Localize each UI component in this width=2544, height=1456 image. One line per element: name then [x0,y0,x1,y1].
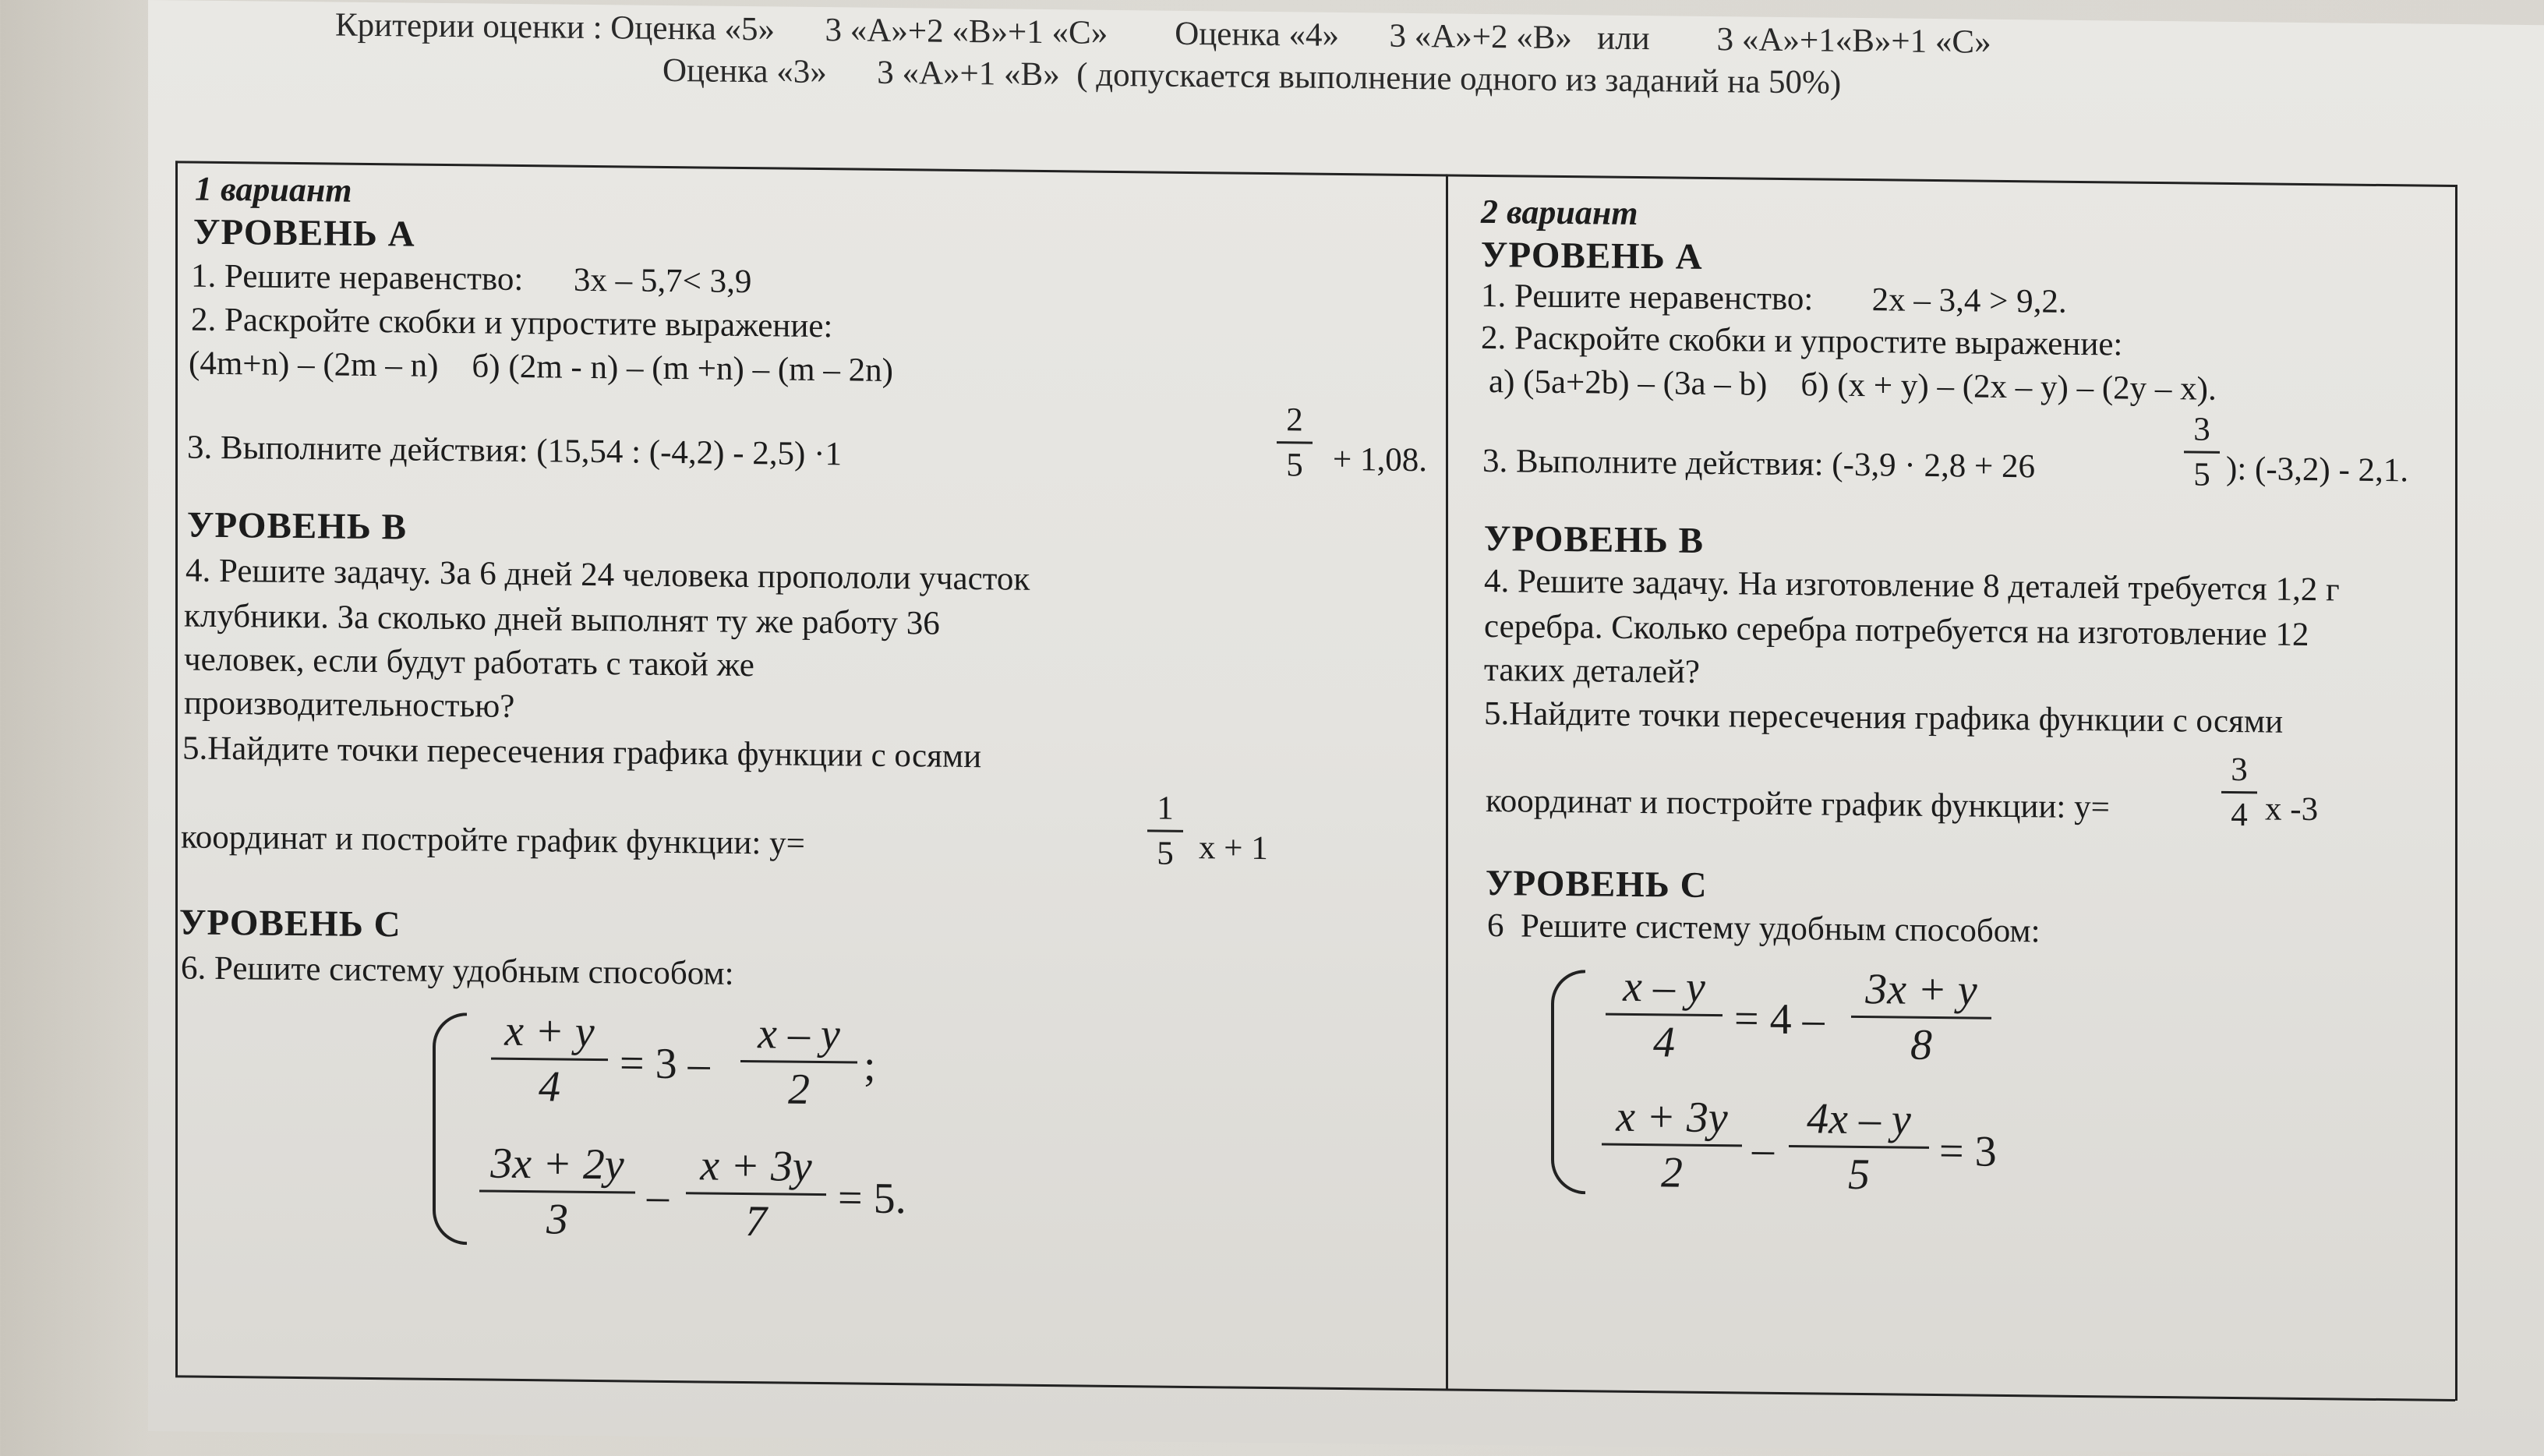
fraction-bar [1277,441,1313,444]
numerator: 4x – y [1807,1094,1911,1144]
system2-fraction-3 [1602,1092,1742,1197]
variant1-task-5-line-2: координат и постройте график функции: у= [181,818,805,862]
variant2-title: 2 вариант [1481,192,1638,233]
denominator: 5 [1848,1150,1870,1200]
variant1-task-3-suffix: + 1,08. [1333,440,1428,479]
variant2-task-2-expressions: а) (5а+2b) – (3а – b) б) (x + y) – (2x – y) – (2y – x). [1489,363,2217,408]
variant1-task-5-fraction [1147,791,1183,870]
variant1-title: 1 вариант [195,169,352,210]
numerator: x + y [504,1006,595,1056]
variant1-task-4-line-4: производительностью? [184,684,515,725]
system1-fraction-1 [491,1006,608,1111]
fraction-numerator: 3 [2231,751,2248,789]
variant1-task-3-fraction [1277,403,1313,482]
system2-fraction-1 [1606,962,1722,1067]
numerator: x – y [1623,962,1705,1012]
fraction-numerator: 3 [2193,411,2210,448]
table-top-border [175,161,2455,187]
variant1-task-6: 6. Решите систему удобным способом: [181,949,734,992]
fraction-bar [1606,1013,1722,1017]
variant2-task-3: 3. Выполните действия: (-3,9 · 2,8 + 26 [1482,442,2035,486]
fraction-bar [1147,829,1183,832]
variant1-task-4-line-3: человек, если будут работать с такой же [184,641,754,684]
variant2-level-b: УРОВЕНЬ В [1484,518,1704,561]
system1-fraction-2 [740,1009,857,1114]
variant2-level-c: УРОВЕНЬ С [1486,862,1708,906]
fraction-bar [686,1192,826,1196]
variant1-task-2: 2. Раскройте скобки и упростите выражение: [191,301,833,345]
numerator: 3x + y [1865,965,1977,1015]
variant2-task-4-line-2: серебра. Сколько серебра потребуется на изготовление 12 [1484,607,2309,654]
fraction-bar [2184,451,2220,453]
system1-end-1: ; [864,1041,876,1090]
fraction-denominator: 5 [2193,456,2210,493]
fraction-bar [1602,1143,1742,1147]
variant2-task-3-suffix: ): (-3,2) - 2,1. [2226,450,2409,489]
system1-minus: – [647,1172,669,1221]
denominator: 2 [1661,1148,1683,1197]
numerator: 3x + 2y [490,1139,624,1189]
variant1-task-5-line-1: 5.Найдите точки пересечения графика функции с осями [182,730,982,776]
table-left-border [175,161,178,1376]
fraction-denominator: 4 [2231,796,2248,834]
variant2-task-5-line-1: 5.Найдите точки пересечения графика функции с осями [1484,694,2284,740]
fraction-denominator: 5 [1286,447,1303,484]
numerator: x + 3y [1616,1092,1728,1143]
system2-end-2: = 3 [1939,1127,1997,1176]
fraction-bar [479,1189,635,1193]
criteria-line-2: Оценка «3» 3 «А»+1 «В» ( допускается выполнение одного из заданий на 50%) [662,51,1842,101]
system2-fraction-2 [1851,967,1991,1068]
variant2-task-4-line-3: таких деталей? [1484,651,1700,691]
fraction-bar [2221,791,2257,793]
denominator: 8 [1910,1020,1932,1069]
fraction-bar [740,1060,857,1064]
variant2-task-1: 1. Решите неравенство: 2х – 3,4 > 9,2. [1481,277,2067,320]
table-right-border [2455,185,2457,1401]
fraction-bar [491,1058,608,1062]
denominator: 4 [1653,1018,1675,1067]
variant1-task-3: 3. Выполните действия: (15,54 : (-4,2) - 2,5) ·1 [187,429,842,473]
table-middle-border [1446,174,1448,1390]
variant2-task-2: 2. Раскройте скобки и упростите выражение: [1481,319,2123,363]
variant1-task-4-line-2: клубники. За сколько дней выполнят ту же работу 36 [184,597,940,642]
fraction-bar [1851,1016,1991,1020]
fraction-bar [1789,1145,1929,1149]
variant2-task-3-fraction [2184,412,2220,491]
fraction-numerator: 2 [1286,401,1303,439]
denominator: 7 [745,1197,767,1246]
system2-fraction-4 [1789,1094,1929,1200]
system2-eq-1: = 4 – [1734,995,1825,1044]
variant1-task-1: 1. Решите неравенство: 3х – 5,7< 3,9 [191,257,752,301]
variant1-system-brace [433,1012,467,1245]
paper-sheet [148,0,2544,1456]
variant2-task-4-line-1: 4. Решите задачу. На изготовление 8 деталей требуется 1,2 г [1484,562,2340,609]
variant2-level-a: УРОВЕНЬ А [1481,234,1703,277]
denominator: 4 [539,1062,560,1111]
variant1-level-b: УРОВЕНЬ В [187,504,407,548]
variant2-task-5-suffix: х -3 [2265,790,2319,829]
variant1-task-5-suffix: х + 1 [1199,829,1268,868]
variant1-level-c: УРОВЕНЬ С [179,902,401,945]
numerator: x – y [758,1009,840,1059]
table-bottom-border [175,1375,2455,1401]
denominator: 2 [788,1065,810,1114]
system1-fraction-4 [686,1143,826,1244]
variant2-task-5-fraction [2221,753,2257,832]
denominator: 3 [546,1195,568,1244]
fraction-numerator: 1 [1157,790,1174,827]
variant1-task-2-expressions: (4m+n) – (2m – n) б) (2m - n) – (m +n) – (m – 2n) [189,345,893,390]
system2-minus: – [1752,1125,1774,1174]
variant1-task-4-line-1: 4. Решите задачу. За 6 дней 24 человека пропололи участок [186,552,1030,598]
system1-eq-1: = 3 – [620,1039,710,1089]
system1-end-2: = 5. [838,1174,906,1224]
variant1-level-a: УРОВЕНЬ А [193,211,415,255]
variant2-task-6: 6 Решите систему удобным способом: [1487,906,2040,950]
fraction-denominator: 5 [1157,835,1174,872]
criteria-line-1: Критерии оценки : Оценка «5» 3 «А»+2 «В»+1 «С» Оценка «4» 3 «А»+2 «В» или 3 «А»+1«В»+1 «С» [335,6,1991,61]
numerator: x + 3y [700,1141,812,1191]
system1-fraction-3 [479,1141,635,1242]
variant2-system-brace [1551,970,1585,1194]
variant2-task-5-line-2: координат и постройте график функции: у= [1486,782,2110,826]
